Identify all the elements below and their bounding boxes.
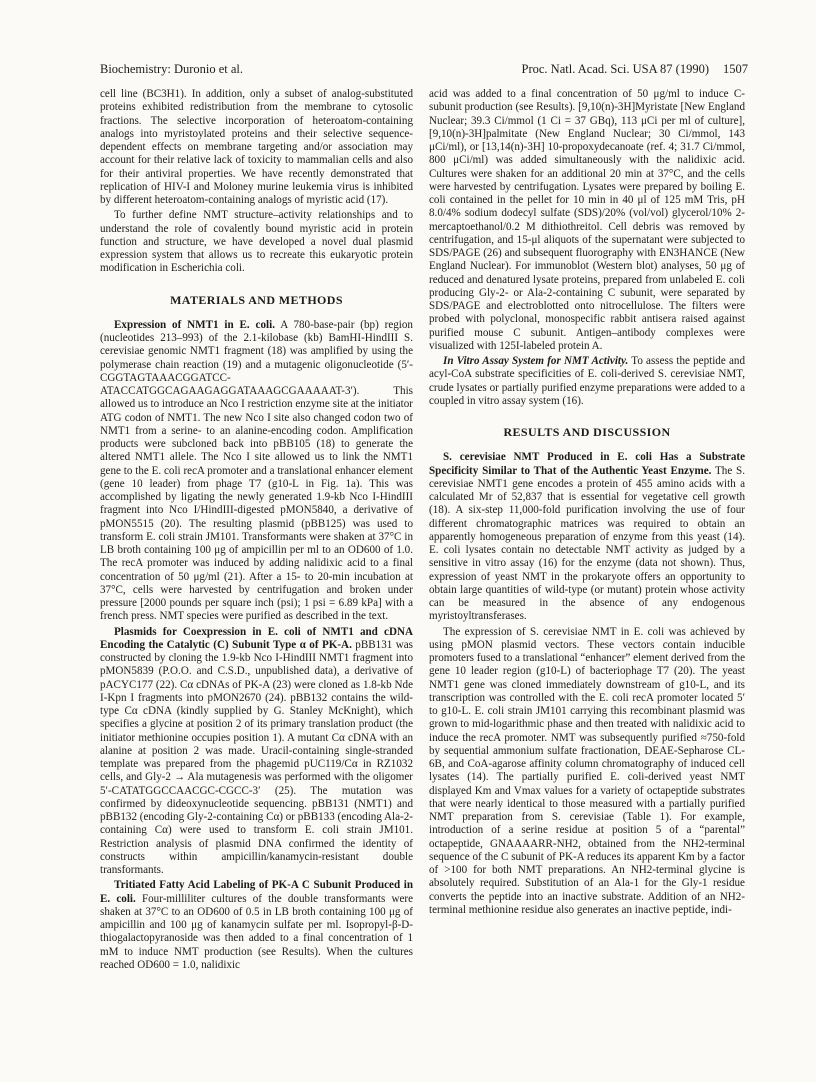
paragraph-intro: To further define NMT structure–activity relationships and to understand the role of covalently bound myristic acid in protein function and structure, we have developed a novel dual plasmid expression system that allows us to recreate this eukaryotic protein modification in Escherichia coli. bbox=[100, 209, 413, 275]
text-plasmids: pBB131 was constructed by cloning the 1.9-kb Nco I-HindIII NMT1 fragment into pMON5839 (P.O.O. and C.S.D., unpublished data), a derivative of pACYC177 (22). Cα cDNAs of PK-A (23) were cloned as 1.8-kb Nde I-Kpn I fragments into pMON2670 (24). pBB132 contains the wild-type Cα cDNA (kindly supplied by G. Stanley McKnight), which specifies a glycine at position 2 of its primary translation product (the initiator methionine occupies position 1). A mutant Cα cDNA with an alanine at position 2 was made. Uracil-containing single-stranded template was prepared from the phagemid pUC119/Cα in RZ1032 cells, and Gly-2 → Ala mutagenesis was performed with the oligomer 5′-CATATGGCCAACGC-CGCC-3′ (25). The mutation was confirmed by dideoxynucleotide sequencing. pBB131 (NMT1) and pBB132 (encoding Gly-2-containing Cα) or pBB133 (encoding Ala-2-containing Cα) were used to transform E. coli strain JM101. Restriction analysis of plasmid DNA confirmed the identity of constructs within ampicillin/kanamycin-resistant double transformants. bbox=[100, 638, 413, 876]
subheading-expression: Expression of NMT1 in E. coli. bbox=[114, 318, 275, 331]
paragraph-continued: cell line (BC3H1). In addition, only a subset of analog-substituted proteins exhibited redistribution from the membrane to cytosolic fractions. The selective incorporation of heteroatom-containing analogs into myristoylated proteins and their selective sequence-dependent effects on membrane targeting and/or association may account for their relative lack of toxicity to mammalian cells and also for their antiviral properties. We have recently demonstrated that replication of HIV-I and Moloney murine leukemia virus is inhibited by different heteroatom-containing analogs of myristic acid (17). bbox=[100, 88, 413, 206]
paragraph-assay bbox=[429, 355, 745, 408]
text-expression: A 780-base-pair (bp) region (nucleotides 213–993) of the 2.1-kilobase (kb) BamHI-HindIII S. cerevisiae genomic NMT1 fragment (18) was amplified by using the polymerase chain reaction (19) and a mutagenic oligonucleotide (5′-CGGTAGTAAACGGATCC-ATACCATGGCAGAAGAGGATAAAGCGAAAAAT-3′). This allowed us to introduce an Nco I restriction enzyme site at the initiator ATG codon of NMT1. The new Nco I site also changed codon two of NMT1 from a serine- to an alanine-encoding codon. Amplification products were subcloned back into pBB105 (18) to generate the altered NMT1 allele. The Nco I site allowed us to link the NMT1 gene to the E. coli recA promoter and a translational enhancer element (gene 10 leader) from phage T7 (g10-L in Fig. 1a). This was accomplished by ligating the newly generated 1.9-kb Nco I-HindIII fragment into Nco I/HindIII-digested pMON5840, a derivative of pMON5515 (20). The resulting plasmid (pBB125) was used to transform E. coli strain JM101. Transformants were shaken at 37°C in LB broth containing 100 μg of ampicillin per ml to an OD600 of 1.0. The recA promoter was induced by adding nalidixic acid to a final concentration of 50 μg/ml (21). After a 15- to 20-min incubation at 37°C, cells were harvested by centrifugation and broken under pressure [2000 pounds per square inch (psi); 1 psi = 6.89 kPa] with a french press. NMT species were purified as described in the text. bbox=[100, 318, 413, 623]
section-heading-results: RESULTS AND DISCUSSION bbox=[503, 425, 671, 439]
subheading-labeling: Tritiated Fatty Acid Labeling of PK-A C Subunit Produced in E. coli. bbox=[100, 879, 413, 905]
header-authors: Biochemistry: Duronio et al. bbox=[100, 62, 244, 76]
paragraph-results-2: The expression of S. cerevisiae NMT in E. coli was achieved by using pMON plasmid vectors. These vectors contain inducible promoters fused to a translational “enhancer” element derived from the gene 10 leader region (g10-L) of bacteriophage T7 (20). The yeast NMT1 gene was cloned immediately downstream of g10-L, and its transcription was controlled with the E. coli recA promoter located 5′ to g10-L. E. coli strain JM101 carrying this recombinant plasmid was grown to mid-logarithmic phase and then treated with nalidixic acid to induce the recA promoter. NMT was subsequently purified ≈750-fold by sequential ammonium sulfate fractionation, DEAE-Sepharose CL-6B, and CoA-agarose affinity column chromatography of induced cell lysates (14). The partially purified E. coli-derived yeast NMT displayed Km and Vmax values for a variety of octapeptide substrates that were nearly identical to those measured with a partially purified NMT preparation from S. cerevisiae (Table 1). For example, introduction of a serine residue at position 5 of a “parental” octapeptide, GNAAAARR-NH2, obtained from the NH2-terminal sequence of the C subunit of PK-A reduces its apparent Km by a factor of >100 for both NMT preparations. An NH2-terminal glycine is absolutely required. Substitution of an Ala-1 for the Gly-1 residue converts the peptide into an inactive substrate. Addition of an NH2-terminal methionine residue also generates an inactive peptide, indi- bbox=[429, 625, 745, 916]
right-column bbox=[429, 88, 745, 917]
paragraph-plasmids bbox=[100, 626, 413, 878]
left-column bbox=[100, 88, 413, 972]
paragraph-expression bbox=[100, 319, 413, 624]
page-number: 1507 bbox=[723, 62, 748, 76]
subheading-plasmids: Plasmids for Coexpression in E. coli of NMT1 and cDNA Encoding the Catalytic (C) Subunit Type α of PK-A. bbox=[100, 625, 413, 651]
running-header bbox=[100, 62, 748, 78]
text-labeling: Four-milliliter cultures of the double transformants were shaken at 37°C to an OD600 of 0.5 in LB broth containing 100 μg of ampicillin and 100 μg of kanamycin sulfate per ml. Isopropyl-β-D-thiogalactopyranoside was then added to a final concentration of 1 mM to induce NMT production (see Results). When the cultures reached OD600 = 1.0, nalidixic bbox=[100, 892, 414, 971]
text-results-1: The S. cerevisiae NMT1 gene encodes a protein of 455 amino acids with a calculated Mr of 52,837 that is essential for vegetative cell growth (18). A six-step 11,000-fold purification involving the use of four different chromatographic matrices was required to obtain an apparently homogeneous preparation of enzyme from this yeast (14). E. coli lysates contain no detectable NMT activity as judged by a sensitive in vitro assay (16) for the enzyme (data not shown). Thus, expression of yeast NMT in the prokaryote offers an opportunity to obtain large quantities of wild-type (or mutant) protein whose activity can be measured in the absence of any endogenous myristoyltransferases. bbox=[429, 464, 745, 623]
paragraph-results-1 bbox=[429, 451, 745, 623]
paragraph-labeling bbox=[100, 879, 413, 972]
paragraph-labeling-continued: acid was added to a final concentration of 50 μg/ml to induce C-subunit production (see Results). [9,10(n)-3H]Myristate [New England Nuclear; 39.3 Ci/mmol (1 Ci = 37 GBq), 113 μCi per ml of culture], [9,10(n)-3H]palmitate (New England Nuclear; 30 Ci/mmol, 143 μCi/ml), or [13,14(n)-3H] 10-propoxydecanoate (ref. 4; 31.7 Ci/mmol, 800 μCi/ml) was added simultaneously with the nalidixic acid. Cultures were shaken for an additional 20 min at 37°C, and the cells were harvested by centrifugation. Lysates were prepared by boiling E. coli contained in the pellet for 10 min in 40 μl of 125 mM Tris, pH 8.0/4% sodium dodecyl sulfate (SDS)/20% (vol/vol) glycerol/10% 2-mercaptoethanol/0.2 M dithiothreitol. Cell debris was removed by centrifugation, and 15-μl aliquots of the supernatant were subjected to SDS/PAGE (26) and subsequent fluorography with EN3HANCE (New England Nuclear). For immunoblot (Western blot) analyses, 50 μg of reduced and denatured lysate proteins, prepared from unlabeled E. coli producing Gly-2- or Ala-2-containing C subunit, were separated by SDS/PAGE and electroblotted onto nitrocellulose. The filters were probed with polyclonal, monospecific rabbit antisera raised against purified mouse C subunit. Antigen–antibody complexes were visualized with 125I-labeled protein A. bbox=[429, 88, 745, 352]
header-right bbox=[522, 62, 748, 77]
text-assay: To assess the peptide and acyl-CoA substrate specificities of E. coli-derived S. cerevisiae NMT, crude lysates or partially purified enzyme preparations were added to a coupled in vitro assay system (16). bbox=[429, 355, 745, 407]
section-heading-methods: MATERIALS AND METHODS bbox=[170, 292, 343, 307]
subheading-assay: In Vitro Assay System for NMT Activity. bbox=[443, 355, 629, 367]
header-journal: Proc. Natl. Acad. Sci. USA 87 (1990) bbox=[521, 62, 709, 76]
subheading-results: S. cerevisiae NMT Produced in E. coli Has a Substrate Specificity Similar to That of the Authentic Yeast Enzyme. bbox=[429, 451, 745, 477]
